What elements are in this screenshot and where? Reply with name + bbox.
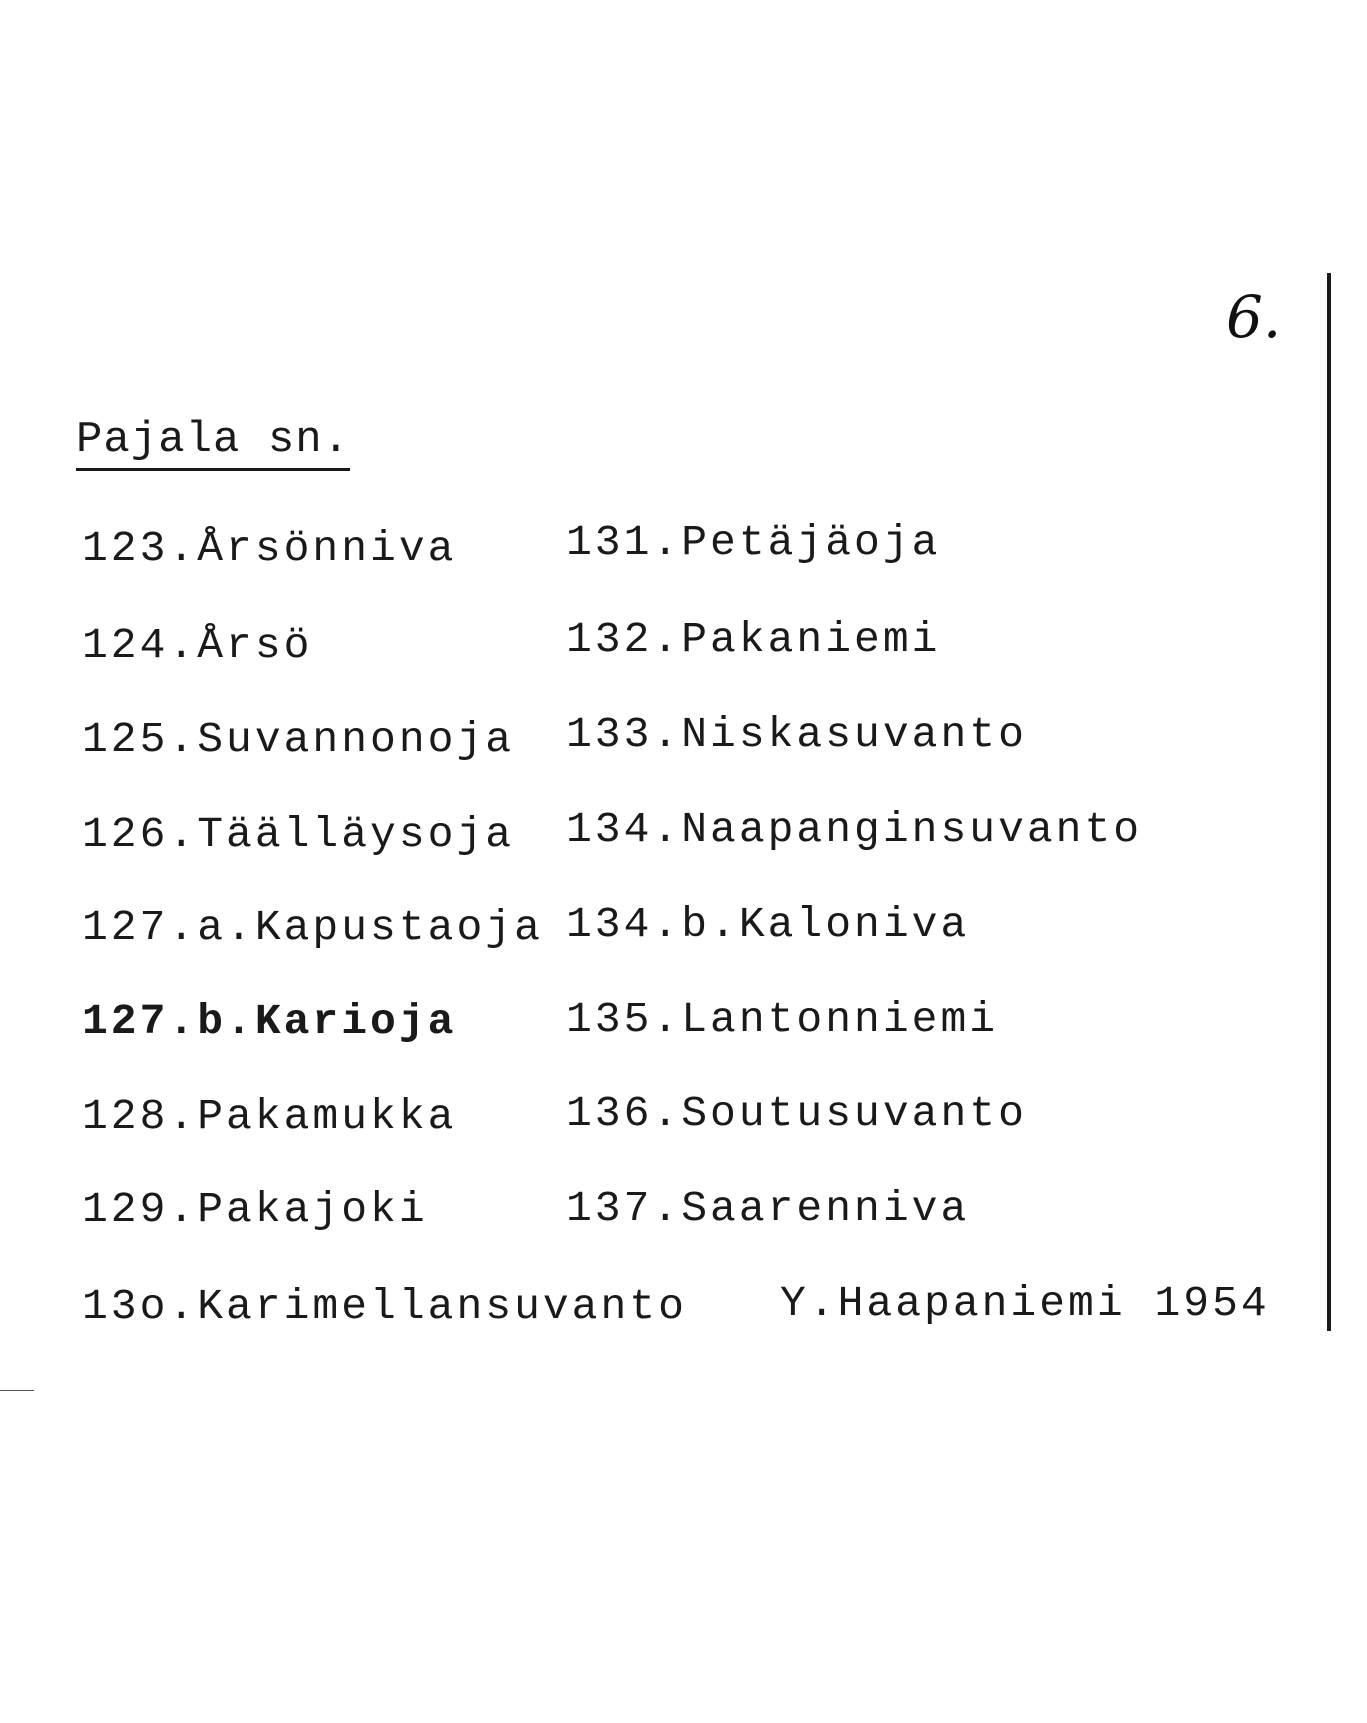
place-entry-134b: 134.b.Kaloniva	[566, 900, 970, 949]
place-entry-123: 123.Årsönniva	[82, 524, 457, 573]
place-entry-129: 129.Pakajoki	[82, 1185, 428, 1234]
place-entry-124: 124.Årsö	[82, 621, 313, 670]
place-entry-134: 134.Naapanginsuvanto	[566, 805, 1143, 854]
place-entry-125: 125.Suvannonoja	[82, 715, 515, 764]
place-entry-130: 13o.Karimellansuvanto	[82, 1282, 687, 1331]
place-entry-135: 135.Lantonniemi	[566, 995, 999, 1044]
place-entry-127a: 127.a.Kapustaoja	[82, 903, 543, 952]
author-signature: Y.Haapaniemi 1954	[780, 1279, 1270, 1328]
place-entry-131: 131.Petäjäoja	[566, 518, 941, 567]
page-title: Pajala sn.	[76, 418, 350, 471]
place-entry-132: 132.Pakaniemi	[566, 615, 941, 664]
edge-mark	[0, 1390, 34, 1391]
page-number: 6.	[1226, 283, 1282, 351]
place-entry-128: 128.Pakamukka	[82, 1092, 457, 1141]
place-entry-133: 133.Niskasuvanto	[566, 710, 1027, 759]
place-entry-136: 136.Soutusuvanto	[566, 1089, 1027, 1138]
right-margin-rule	[1327, 273, 1331, 1331]
place-entry-127b: 127.b.Karioja	[82, 997, 457, 1046]
place-entry-137: 137.Saarenniva	[566, 1184, 970, 1233]
place-entry-126: 126.Täälläysoja	[82, 810, 515, 859]
